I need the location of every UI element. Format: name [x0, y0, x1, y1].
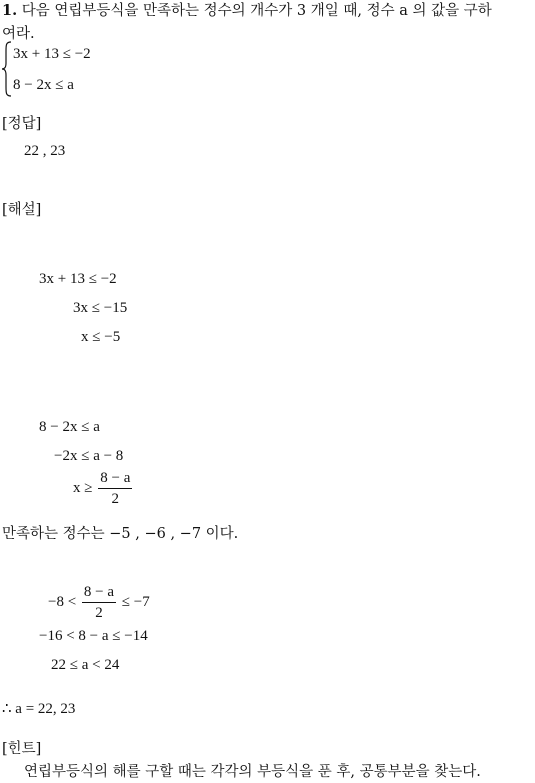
explanation-label: [해설] — [2, 202, 42, 218]
solve-2-line-2: −2x ≤ a − 8 — [54, 448, 124, 464]
problem-text-2: 여라. — [2, 26, 35, 42]
system-eq-2: 8 − 2x ≤ a — [13, 77, 74, 93]
solve-2-line-1: 8 − 2x ≤ a — [39, 419, 100, 435]
answer-label: [정답] — [2, 116, 42, 132]
problem-text-1: 다음 연립부등식을 만족하는 정수의 개수가 3 개일 때, 정수 a 의 값을 구하 — [21, 3, 492, 19]
fraction-numerator: 8 − a — [98, 470, 132, 489]
problem-number: 1. — [2, 2, 18, 19]
solve-3-line-1-right: ≤ −7 — [121, 593, 150, 610]
fraction-8-minus-a-over-2 — [82, 584, 116, 621]
problem-line-1 — [2, 3, 492, 20]
solve-3-line-3: 22 ≤ a < 24 — [51, 657, 120, 673]
fraction-denominator: 2 — [111, 490, 120, 507]
system-eq-1: 3x + 13 ≤ −2 — [13, 46, 91, 62]
integers-statement: 만족하는 정수는 −5 , −6 , −7 이다. — [2, 526, 239, 542]
solve-1-line-1: 3x + 13 ≤ −2 — [39, 271, 117, 287]
hint-label: [힌트] — [2, 741, 42, 757]
solve-2-line-3 — [73, 470, 134, 507]
solve-3-line-1 — [48, 584, 150, 621]
solve-2-line-3-left: x ≥ — [73, 479, 93, 496]
fraction-numerator: 8 − a — [82, 584, 116, 603]
system-brace-icon — [1, 41, 13, 97]
solve-1-line-3: x ≤ −5 — [81, 329, 121, 345]
solve-3-line-1-left: −8 < — [48, 593, 77, 610]
conclusion: ∴ a = 22, 23 — [2, 701, 76, 717]
fraction-denominator: 2 — [95, 604, 103, 621]
fraction-8-minus-a-over-2 — [98, 470, 132, 507]
hint-text: 연립부등식의 해를 구할 때는 각각의 부등식을 푼 후, 공통부분을 찾는다. — [24, 764, 481, 780]
answer-value: 22 , 23 — [24, 143, 66, 159]
solve-3-line-2: −16 < 8 − a ≤ −14 — [39, 628, 148, 644]
solve-1-line-2: 3x ≤ −15 — [73, 300, 128, 316]
